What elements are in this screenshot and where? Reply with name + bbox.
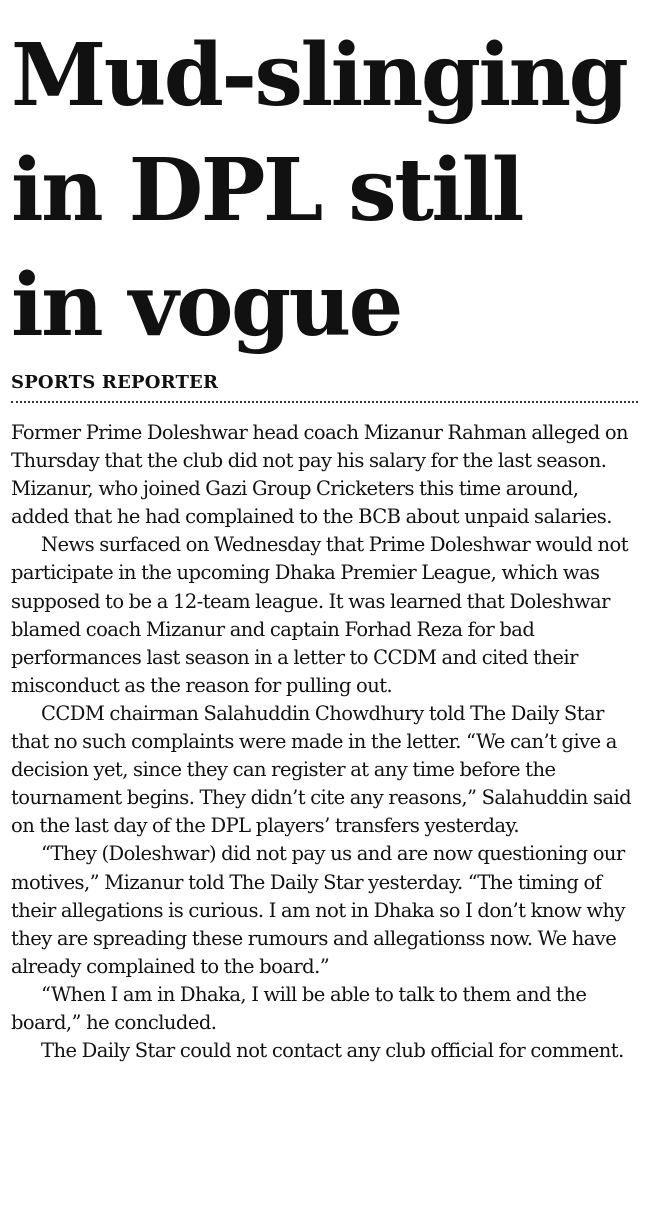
article-paragraph: “When I am in Dhaka, I will be able to talk to them and the board,” he concluded. — [11, 982, 587, 1034]
article-paragraph: Former Prime Doleshwar head coach Mizanur Rahman alleged on Thursday that the club did not pay his salary for the last season. Mizanur, who joined Gazi Group Cricketers this time around, added that he had complained to the BCB about unpaid salaries. — [11, 421, 629, 529]
article-paragraph: News surfaced on Wednesday that Prime Doleshwar would not participate in the upcoming Dhaka Premier League, which was supposed to be a 12-team league. It was learned that Doleshwar blamed coach Mizanur and captain Forhad Reza for bad performances last season in a letter to CCDM and cited their misconduct as the reason for pulling out. — [11, 533, 628, 697]
article-byline: SPORTS REPORTER — [11, 372, 219, 393]
article-paragraph: CCDM chairman Salahuddin Chowdhury told The Daily Star that no such complaints were made in the letter. “We can’t give a decision yet, since they can register at any time before the tournament begins. They didn’t cite any reasons,” Salahuddin said on the last day of the DPL players’ transfers yesterday. — [11, 701, 632, 838]
article-paragraph: “They (Doleshwar) did not pay us and are now questioning our motives,” Mizanur told The Daily Star yesterday. “The timing of their allegations is curious. I am not in Dhaka so I don’t know why they are spreading these rumours and allegationss now. We have already complained to the board.” — [11, 842, 625, 978]
news-article — [11, 0, 639, 1065]
article-body — [11, 419, 639, 1065]
byline-divider — [11, 401, 638, 403]
article-paragraph: The Daily Star could not contact any club official for comment. — [41, 1039, 624, 1063]
article-headline: Mud-slinging in DPL still in vogue — [11, 25, 627, 356]
